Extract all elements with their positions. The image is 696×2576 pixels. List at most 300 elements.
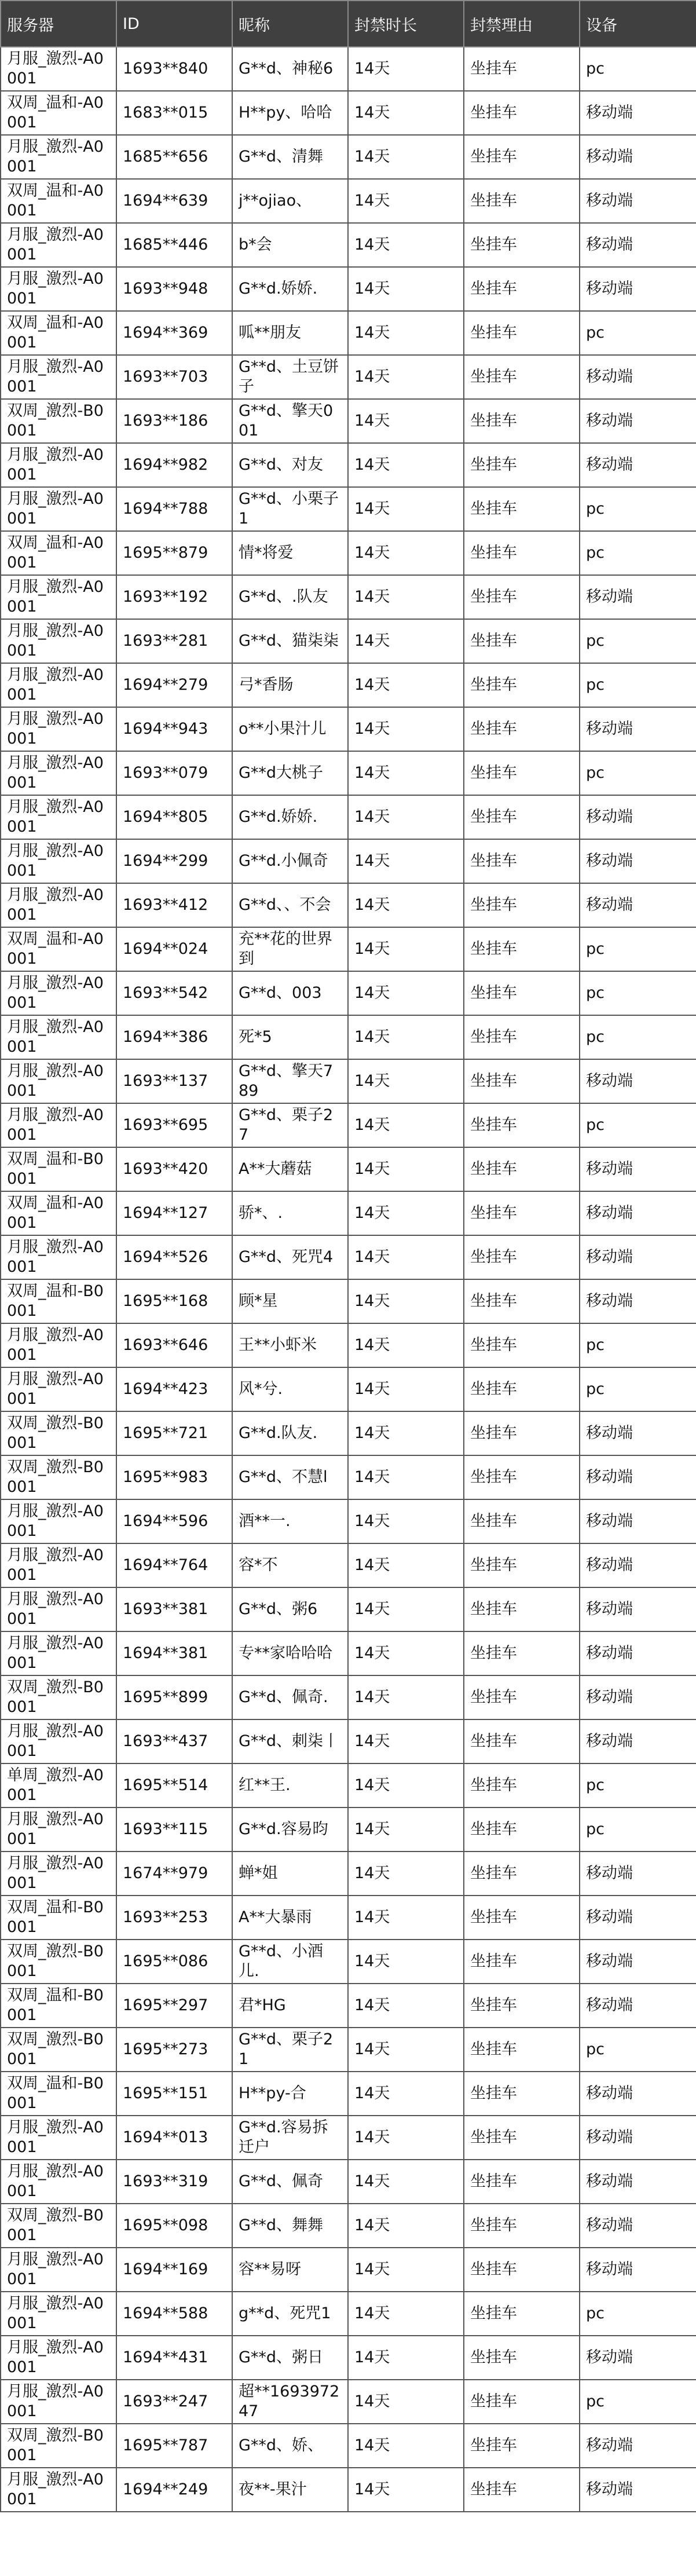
cell-id: 1694**423 bbox=[116, 1367, 232, 1411]
table-row bbox=[1, 2160, 696, 2204]
cell-ban-reason: 坐挂车 bbox=[464, 223, 580, 267]
cell-ban-duration: 14天 bbox=[348, 223, 464, 267]
cell-ban-reason: 坐挂车 bbox=[464, 2468, 580, 2512]
cell-ban-reason: 坐挂车 bbox=[464, 1367, 580, 1411]
cell-ban-duration: 14天 bbox=[348, 795, 464, 839]
table-row bbox=[1, 135, 696, 179]
table-row bbox=[1, 267, 696, 311]
cell-server: 月服_激烈-A0001 bbox=[1, 751, 116, 795]
cell-id: 1694**386 bbox=[116, 1015, 232, 1059]
table-row bbox=[1, 443, 696, 487]
cell-ban-duration: 14天 bbox=[348, 1059, 464, 1103]
header-ban-duration: 封禁时长 bbox=[348, 1, 464, 47]
cell-ban-duration: 14天 bbox=[348, 707, 464, 751]
table-row bbox=[1, 1103, 696, 1147]
cell-ban-duration: 14天 bbox=[348, 1455, 464, 1499]
table-row bbox=[1, 1235, 696, 1279]
table-row bbox=[1, 1763, 696, 1807]
cell-ban-reason: 坐挂车 bbox=[464, 1411, 580, 1455]
table-row bbox=[1, 179, 696, 223]
cell-nickname: G**d.容易拆迁户 bbox=[232, 2116, 348, 2160]
table-row bbox=[1, 707, 696, 751]
cell-device: 移动端 bbox=[580, 1984, 696, 2028]
cell-id: 1695**086 bbox=[116, 1940, 232, 1984]
cell-device: pc bbox=[580, 1367, 696, 1411]
cell-ban-duration: 14天 bbox=[348, 2424, 464, 2468]
cell-ban-reason: 坐挂车 bbox=[464, 1675, 580, 1719]
cell-id: 1693**646 bbox=[116, 1323, 232, 1367]
cell-ban-reason: 坐挂车 bbox=[464, 1543, 580, 1587]
cell-id: 1695**787 bbox=[116, 2424, 232, 2468]
cell-id: 1693**948 bbox=[116, 267, 232, 311]
cell-ban-reason: 坐挂车 bbox=[464, 971, 580, 1015]
cell-nickname: H**py、哈哈 bbox=[232, 91, 348, 135]
cell-server: 月服_激烈-A0001 bbox=[1, 1103, 116, 1147]
cell-ban-reason: 坐挂车 bbox=[464, 619, 580, 663]
cell-server: 月服_激烈-A0001 bbox=[1, 267, 116, 311]
cell-ban-duration: 14天 bbox=[348, 311, 464, 355]
table-row bbox=[1, 575, 696, 619]
cell-server: 月服_激烈-A0001 bbox=[1, 2160, 116, 2204]
header-device: 设备 bbox=[580, 1, 696, 47]
cell-ban-duration: 14天 bbox=[348, 1984, 464, 2028]
cell-device: 移动端 bbox=[580, 355, 696, 399]
table-row bbox=[1, 399, 696, 443]
cell-ban-reason: 坐挂车 bbox=[464, 2336, 580, 2380]
cell-id: 1683**015 bbox=[116, 91, 232, 135]
cell-id: 1694**596 bbox=[116, 1499, 232, 1543]
cell-device: pc bbox=[580, 2028, 696, 2072]
cell-ban-duration: 14天 bbox=[348, 2336, 464, 2380]
table-row bbox=[1, 1279, 696, 1323]
cell-nickname: 呱**朋友 bbox=[232, 311, 348, 355]
cell-ban-reason: 坐挂车 bbox=[464, 2380, 580, 2424]
table-row bbox=[1, 531, 696, 575]
cell-server: 双周_激烈-B0001 bbox=[1, 1411, 116, 1455]
cell-server: 月服_激烈-A0001 bbox=[1, 663, 116, 707]
cell-device: pc bbox=[580, 311, 696, 355]
cell-device: pc bbox=[580, 531, 696, 575]
table-row bbox=[1, 883, 696, 927]
table-row bbox=[1, 971, 696, 1015]
cell-server: 月服_激烈-A0001 bbox=[1, 1059, 116, 1103]
cell-nickname: 容*不 bbox=[232, 1543, 348, 1587]
cell-server: 双周_温和-B0001 bbox=[1, 1896, 116, 1940]
cell-id: 1694**013 bbox=[116, 2116, 232, 2160]
cell-device: 移动端 bbox=[580, 1851, 696, 1896]
cell-ban-duration: 14天 bbox=[348, 487, 464, 531]
cell-server: 双周_温和-A0001 bbox=[1, 179, 116, 223]
table-row bbox=[1, 1719, 696, 1763]
cell-id: 1693**412 bbox=[116, 883, 232, 927]
cell-server: 双周_激烈-B0001 bbox=[1, 399, 116, 443]
cell-nickname: 王**小虾米 bbox=[232, 1323, 348, 1367]
table-row bbox=[1, 751, 696, 795]
cell-ban-duration: 14天 bbox=[348, 1543, 464, 1587]
header-nickname: 昵称 bbox=[232, 1, 348, 47]
cell-nickname: G**d、猫柒柒 bbox=[232, 619, 348, 663]
cell-nickname: j**ojiao、 bbox=[232, 179, 348, 223]
cell-server: 月服_激烈-A0001 bbox=[1, 2380, 116, 2424]
cell-device: 移动端 bbox=[580, 1411, 696, 1455]
cell-ban-duration: 14天 bbox=[348, 1631, 464, 1675]
cell-server: 月服_激烈-A0001 bbox=[1, 575, 116, 619]
cell-ban-duration: 14天 bbox=[348, 1940, 464, 1984]
cell-ban-reason: 坐挂车 bbox=[464, 2028, 580, 2072]
cell-nickname: 顾*星 bbox=[232, 1279, 348, 1323]
cell-server: 月服_激烈-A0001 bbox=[1, 971, 116, 1015]
cell-device: pc bbox=[580, 1015, 696, 1059]
cell-server: 月服_激烈-A0001 bbox=[1, 1015, 116, 1059]
cell-server: 月服_激烈-A0001 bbox=[1, 839, 116, 883]
cell-nickname: G**d.小佩奇 bbox=[232, 839, 348, 883]
cell-server: 月服_激烈-A0001 bbox=[1, 883, 116, 927]
cell-ban-reason: 坐挂车 bbox=[464, 1631, 580, 1675]
cell-nickname: G**d、死咒4 bbox=[232, 1235, 348, 1279]
cell-nickname: G**d.娇娇. bbox=[232, 795, 348, 839]
table-row bbox=[1, 1499, 696, 1543]
table-row bbox=[1, 1896, 696, 1940]
cell-nickname: G**d、不慧l bbox=[232, 1455, 348, 1499]
cell-device: 移动端 bbox=[580, 795, 696, 839]
cell-id: 1694**982 bbox=[116, 443, 232, 487]
cell-device: 移动端 bbox=[580, 2072, 696, 2116]
cell-id: 1674**979 bbox=[116, 1851, 232, 1896]
cell-ban-duration: 14天 bbox=[348, 135, 464, 179]
cell-ban-reason: 坐挂车 bbox=[464, 1191, 580, 1235]
cell-nickname: 夜**-果汁 bbox=[232, 2468, 348, 2512]
cell-nickname: G**d、舞舞 bbox=[232, 2204, 348, 2248]
cell-device: 移动端 bbox=[580, 575, 696, 619]
cell-server: 月服_激烈-A0001 bbox=[1, 1499, 116, 1543]
cell-device: 移动端 bbox=[580, 1455, 696, 1499]
table-row bbox=[1, 2424, 696, 2468]
cell-device: 移动端 bbox=[580, 2204, 696, 2248]
cell-server: 月服_激烈-A0001 bbox=[1, 2468, 116, 2512]
table-row bbox=[1, 663, 696, 707]
cell-ban-reason: 坐挂车 bbox=[464, 2248, 580, 2292]
table-row bbox=[1, 1191, 696, 1235]
cell-id: 1695**098 bbox=[116, 2204, 232, 2248]
cell-ban-reason: 坐挂车 bbox=[464, 443, 580, 487]
table-row bbox=[1, 91, 696, 135]
table-row bbox=[1, 1455, 696, 1499]
cell-ban-duration: 14天 bbox=[348, 2380, 464, 2424]
cell-ban-reason: 坐挂车 bbox=[464, 2116, 580, 2160]
cell-id: 1685**656 bbox=[116, 135, 232, 179]
cell-server: 月服_激烈-A0001 bbox=[1, 619, 116, 663]
cell-ban-reason: 坐挂车 bbox=[464, 311, 580, 355]
cell-nickname: 骄*、. bbox=[232, 1191, 348, 1235]
cell-server: 月服_激烈-A0001 bbox=[1, 1631, 116, 1675]
cell-server: 双周_激烈-B0001 bbox=[1, 2204, 116, 2248]
cell-server: 双周_温和-A0001 bbox=[1, 531, 116, 575]
cell-server: 双周_温和-B0001 bbox=[1, 2072, 116, 2116]
cell-ban-reason: 坐挂车 bbox=[464, 1499, 580, 1543]
cell-nickname: G**d、小酒儿. bbox=[232, 1940, 348, 1984]
cell-id: 1693**703 bbox=[116, 355, 232, 399]
table-row bbox=[1, 1984, 696, 2028]
cell-nickname: G**d、栗子27 bbox=[232, 1103, 348, 1147]
cell-nickname: 超**169397247 bbox=[232, 2380, 348, 2424]
cell-id: 1695**721 bbox=[116, 1411, 232, 1455]
cell-nickname: 风*兮. bbox=[232, 1367, 348, 1411]
cell-server: 月服_激烈-A0001 bbox=[1, 2336, 116, 2380]
table-row bbox=[1, 619, 696, 663]
cell-device: 移动端 bbox=[580, 1940, 696, 1984]
cell-device: 移动端 bbox=[580, 399, 696, 443]
cell-device: pc bbox=[580, 1103, 696, 1147]
cell-id: 1693**695 bbox=[116, 1103, 232, 1147]
cell-device: 移动端 bbox=[580, 1499, 696, 1543]
cell-device: 移动端 bbox=[580, 223, 696, 267]
cell-nickname: 情*将爱 bbox=[232, 531, 348, 575]
table-row bbox=[1, 1323, 696, 1367]
table-body bbox=[1, 47, 696, 2512]
cell-device: 移动端 bbox=[580, 1896, 696, 1940]
cell-ban-reason: 坐挂车 bbox=[464, 663, 580, 707]
cell-ban-duration: 14天 bbox=[348, 443, 464, 487]
cell-server: 月服_激烈-A0001 bbox=[1, 2116, 116, 2160]
cell-server: 月服_激烈-A0001 bbox=[1, 443, 116, 487]
cell-server: 月服_激烈-A0001 bbox=[1, 2292, 116, 2336]
cell-nickname: G**d、小栗子1 bbox=[232, 487, 348, 531]
cell-device: 移动端 bbox=[580, 2160, 696, 2204]
cell-nickname: g**d、死咒1 bbox=[232, 2292, 348, 2336]
table-row bbox=[1, 2204, 696, 2248]
cell-ban-reason: 坐挂车 bbox=[464, 1763, 580, 1807]
cell-ban-duration: 14天 bbox=[348, 1411, 464, 1455]
cell-nickname: H**py-合 bbox=[232, 2072, 348, 2116]
cell-id: 1694**249 bbox=[116, 2468, 232, 2512]
table-row bbox=[1, 1807, 696, 1851]
cell-ban-duration: 14天 bbox=[348, 2204, 464, 2248]
cell-ban-duration: 14天 bbox=[348, 575, 464, 619]
table-row bbox=[1, 47, 696, 91]
cell-id: 1693**253 bbox=[116, 1896, 232, 1940]
cell-nickname: G**d、擎天789 bbox=[232, 1059, 348, 1103]
cell-server: 月服_激烈-A0001 bbox=[1, 1587, 116, 1631]
cell-ban-duration: 14天 bbox=[348, 2028, 464, 2072]
cell-ban-duration: 14天 bbox=[348, 883, 464, 927]
cell-id: 1695**514 bbox=[116, 1763, 232, 1807]
cell-nickname: 红**王. bbox=[232, 1763, 348, 1807]
cell-ban-reason: 坐挂车 bbox=[464, 487, 580, 531]
cell-ban-reason: 坐挂车 bbox=[464, 883, 580, 927]
cell-ban-reason: 坐挂车 bbox=[464, 1851, 580, 1896]
table-row bbox=[1, 355, 696, 399]
cell-ban-reason: 坐挂车 bbox=[464, 91, 580, 135]
cell-ban-reason: 坐挂车 bbox=[464, 355, 580, 399]
cell-ban-reason: 坐挂车 bbox=[464, 2292, 580, 2336]
cell-ban-reason: 坐挂车 bbox=[464, 1896, 580, 1940]
cell-device: 移动端 bbox=[580, 1587, 696, 1631]
cell-ban-duration: 14天 bbox=[348, 1587, 464, 1631]
cell-ban-duration: 14天 bbox=[348, 1763, 464, 1807]
cell-ban-reason: 坐挂车 bbox=[464, 2424, 580, 2468]
header-id: ID bbox=[116, 1, 232, 47]
cell-ban-duration: 14天 bbox=[348, 1675, 464, 1719]
cell-nickname: G**d.娇娇. bbox=[232, 267, 348, 311]
cell-id: 1695**899 bbox=[116, 1675, 232, 1719]
cell-nickname: G**d、清舞 bbox=[232, 135, 348, 179]
cell-ban-duration: 14天 bbox=[348, 1807, 464, 1851]
cell-ban-reason: 坐挂车 bbox=[464, 399, 580, 443]
cell-ban-duration: 14天 bbox=[348, 355, 464, 399]
cell-ban-reason: 坐挂车 bbox=[464, 47, 580, 91]
cell-ban-duration: 14天 bbox=[348, 91, 464, 135]
cell-device: 移动端 bbox=[580, 1543, 696, 1587]
cell-server: 双周_温和-A0001 bbox=[1, 927, 116, 971]
cell-server: 月服_激烈-A0001 bbox=[1, 1807, 116, 1851]
cell-device: 移动端 bbox=[580, 1191, 696, 1235]
table-row bbox=[1, 2336, 696, 2380]
cell-server: 双周_激烈-B0001 bbox=[1, 2424, 116, 2468]
table-row bbox=[1, 1059, 696, 1103]
cell-nickname: 死*5 bbox=[232, 1015, 348, 1059]
cell-server: 月服_激烈-A0001 bbox=[1, 47, 116, 91]
cell-ban-reason: 坐挂车 bbox=[464, 1719, 580, 1763]
cell-id: 1693**281 bbox=[116, 619, 232, 663]
cell-nickname: G**d、粥6 bbox=[232, 1587, 348, 1631]
cell-id: 1694**299 bbox=[116, 839, 232, 883]
cell-ban-duration: 14天 bbox=[348, 2116, 464, 2160]
cell-id: 1694**943 bbox=[116, 707, 232, 751]
table-row bbox=[1, 223, 696, 267]
cell-server: 月服_激烈-A0001 bbox=[1, 1367, 116, 1411]
cell-nickname: G**d.容易昀 bbox=[232, 1807, 348, 1851]
cell-ban-reason: 坐挂车 bbox=[464, 751, 580, 795]
cell-device: 移动端 bbox=[580, 1147, 696, 1191]
cell-nickname: 充**花的世界到 bbox=[232, 927, 348, 971]
cell-nickname: G**d、佩奇 bbox=[232, 2160, 348, 2204]
table-row bbox=[1, 2468, 696, 2512]
cell-id: 1694**127 bbox=[116, 1191, 232, 1235]
cell-device: 移动端 bbox=[580, 2248, 696, 2292]
cell-server: 双周_激烈-B0001 bbox=[1, 1940, 116, 1984]
cell-id: 1694**431 bbox=[116, 2336, 232, 2380]
cell-ban-duration: 14天 bbox=[348, 1367, 464, 1411]
table-row bbox=[1, 839, 696, 883]
table-row bbox=[1, 2116, 696, 2160]
cell-ban-reason: 坐挂车 bbox=[464, 179, 580, 223]
table-row bbox=[1, 1147, 696, 1191]
table-row bbox=[1, 795, 696, 839]
cell-id: 1694**588 bbox=[116, 2292, 232, 2336]
table-row bbox=[1, 1675, 696, 1719]
cell-device: 移动端 bbox=[580, 2468, 696, 2512]
cell-id: 1694**024 bbox=[116, 927, 232, 971]
cell-ban-duration: 14天 bbox=[348, 1147, 464, 1191]
cell-ban-duration: 14天 bbox=[348, 179, 464, 223]
cell-id: 1693**192 bbox=[116, 575, 232, 619]
cell-ban-reason: 坐挂车 bbox=[464, 1235, 580, 1279]
cell-ban-duration: 14天 bbox=[348, 1719, 464, 1763]
cell-server: 双周_温和-B0001 bbox=[1, 1984, 116, 2028]
cell-device: pc bbox=[580, 2380, 696, 2424]
cell-nickname: G**d、对友 bbox=[232, 443, 348, 487]
cell-id: 1693**542 bbox=[116, 971, 232, 1015]
cell-id: 1693**840 bbox=[116, 47, 232, 91]
cell-id: 1693**420 bbox=[116, 1147, 232, 1191]
cell-device: 移动端 bbox=[580, 1279, 696, 1323]
cell-nickname: 容**易呀 bbox=[232, 2248, 348, 2292]
cell-device: pc bbox=[580, 47, 696, 91]
cell-server: 双周_温和-A0001 bbox=[1, 311, 116, 355]
cell-ban-reason: 坐挂车 bbox=[464, 2204, 580, 2248]
cell-id: 1694**639 bbox=[116, 179, 232, 223]
cell-id: 1694**381 bbox=[116, 1631, 232, 1675]
cell-server: 月服_激烈-A0001 bbox=[1, 355, 116, 399]
cell-device: 移动端 bbox=[580, 1631, 696, 1675]
cell-id: 1694**764 bbox=[116, 1543, 232, 1587]
cell-ban-duration: 14天 bbox=[348, 839, 464, 883]
cell-ban-duration: 14天 bbox=[348, 1323, 464, 1367]
cell-nickname: G**d、娇、 bbox=[232, 2424, 348, 2468]
cell-device: pc bbox=[580, 619, 696, 663]
cell-device: 移动端 bbox=[580, 1719, 696, 1763]
cell-id: 1695**168 bbox=[116, 1279, 232, 1323]
cell-ban-reason: 坐挂车 bbox=[464, 2072, 580, 2116]
cell-id: 1693**079 bbox=[116, 751, 232, 795]
table-row bbox=[1, 1851, 696, 1896]
cell-device: 移动端 bbox=[580, 2336, 696, 2380]
cell-ban-reason: 坐挂车 bbox=[464, 267, 580, 311]
cell-id: 1693**381 bbox=[116, 1587, 232, 1631]
cell-device: 移动端 bbox=[580, 1059, 696, 1103]
cell-ban-duration: 14天 bbox=[348, 619, 464, 663]
cell-server: 月服_激烈-A0001 bbox=[1, 1323, 116, 1367]
cell-ban-duration: 14天 bbox=[348, 1499, 464, 1543]
table-row bbox=[1, 487, 696, 531]
cell-nickname: 君*HG bbox=[232, 1984, 348, 2028]
cell-ban-duration: 14天 bbox=[348, 927, 464, 971]
cell-device: pc bbox=[580, 751, 696, 795]
table-row bbox=[1, 2380, 696, 2424]
cell-server: 月服_激烈-A0001 bbox=[1, 707, 116, 751]
cell-server: 月服_激烈-A0001 bbox=[1, 1851, 116, 1896]
cell-device: pc bbox=[580, 971, 696, 1015]
cell-ban-reason: 坐挂车 bbox=[464, 1807, 580, 1851]
cell-nickname: G**d.队友. bbox=[232, 1411, 348, 1455]
cell-ban-reason: 坐挂车 bbox=[464, 1323, 580, 1367]
cell-ban-reason: 坐挂车 bbox=[464, 575, 580, 619]
cell-device: pc bbox=[580, 1807, 696, 1851]
cell-ban-reason: 坐挂车 bbox=[464, 1455, 580, 1499]
cell-device: 移动端 bbox=[580, 135, 696, 179]
cell-server: 月服_激烈-A0001 bbox=[1, 1719, 116, 1763]
cell-device: 移动端 bbox=[580, 91, 696, 135]
cell-ban-duration: 14天 bbox=[348, 2160, 464, 2204]
cell-device: 移动端 bbox=[580, 179, 696, 223]
cell-ban-reason: 坐挂车 bbox=[464, 1279, 580, 1323]
cell-ban-reason: 坐挂车 bbox=[464, 839, 580, 883]
cell-ban-reason: 坐挂车 bbox=[464, 135, 580, 179]
cell-ban-duration: 14天 bbox=[348, 531, 464, 575]
cell-id: 1695**983 bbox=[116, 1455, 232, 1499]
cell-device: 移动端 bbox=[580, 707, 696, 751]
cell-server: 月服_激烈-A0001 bbox=[1, 223, 116, 267]
cell-ban-reason: 坐挂车 bbox=[464, 531, 580, 575]
cell-id: 1693**137 bbox=[116, 1059, 232, 1103]
cell-ban-duration: 14天 bbox=[348, 2468, 464, 2512]
cell-nickname: G**d、刺柒丨 bbox=[232, 1719, 348, 1763]
cell-id: 1685**446 bbox=[116, 223, 232, 267]
cell-device: pc bbox=[580, 1323, 696, 1367]
cell-device: pc bbox=[580, 487, 696, 531]
cell-nickname: G**d、栗子21 bbox=[232, 2028, 348, 2072]
header-ban-reason: 封禁理由 bbox=[464, 1, 580, 47]
